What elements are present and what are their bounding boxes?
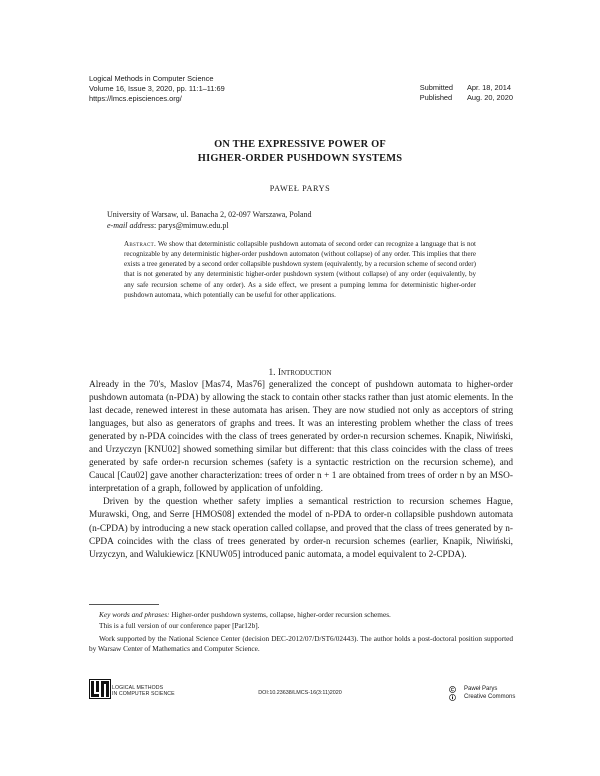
paper-title <box>0 138 600 166</box>
section-number: 1. <box>268 368 276 378</box>
copyright-row <box>449 685 515 693</box>
abstract-label: Abstract. <box>124 240 157 248</box>
keywords-label: Key words and phrases: <box>99 610 170 619</box>
license-block <box>449 685 515 701</box>
abstract <box>124 239 476 300</box>
footnote-keywords <box>89 610 513 620</box>
section-title: Introduction <box>277 368 332 378</box>
journal-url[interactable]: https://lmcs.episciences.org/ <box>89 94 182 104</box>
email-label: e-mail address <box>107 221 155 231</box>
body-text <box>89 379 513 562</box>
email-line <box>107 220 312 231</box>
title-line-2: HIGHER-ORDER PUSHDOWN SYSTEMS <box>197 153 403 164</box>
doi[interactable]: DOI:10.23638/LMCS-16(3:11)2020 <box>258 690 342 696</box>
lmcs-logo-icon <box>89 679 111 699</box>
journal-volume: Volume 16, Issue 3, 2020, pp. 11:1–11:69 <box>89 84 225 94</box>
license-name[interactable]: Creative Commons <box>464 694 516 700</box>
copyright-icon <box>449 686 456 693</box>
copyright-name: Paweł Parys <box>464 686 498 692</box>
full-version-text: This is a full version of our conference paper [Par12b]. <box>99 621 260 630</box>
affiliation-block <box>107 209 312 231</box>
support-text: Work supported by the National Science Center (decision DEC-2012/07/D/ST6/02443). The author holds a post-doctoral position supported by Warsaw Center of Mathematics and Computer Science. <box>89 634 513 654</box>
abstract-text: We show that deterministic collapsible pushdown automata of second order can recognize a language that is not recognizable by any deterministic higher-order pushdown automaton (without collapse) of any order. This implies that there exists a tree generated by a second order collapsible pushdown system (equivalently, by a recursion scheme of second order) that is not generated by any deterministic higher-order pushdown system (without collapse) of any order (equivalently, by any safe recursion scheme of any order). As a side effect, we present a pumping lemma for deterministic higher-order pushdown automata, which potentially can be useful for other applications. <box>124 240 476 299</box>
submitted-label: Submitted <box>419 83 453 92</box>
logo-line-2: IN COMPUTER SCIENCE <box>112 690 175 697</box>
submitted-date: Apr. 18, 2014 <box>466 83 511 92</box>
paragraph-1: Already in the 70's, Maslov [Mas74, Mas76] generalized the concept of pushdown automata to higher-order pushdown automata (n-PDA) by allowing the stack to contain other stacks rather than just atomic elements. In the last decade, renewed interest in these automata has arisen. They are now studied not only as acceptors of string languages, but also as generators of graphs and trees. It was an interesting problem whether the class of trees generated by n-PDA coincides with the class of trees generated by order-n recursion schemes. Knapik, Niwiński, and Urzyczyn [KNU02] showed something similar but different: that this class coincides with the class of trees generated by safe order-n recursion schemes (safety is a syntactic restriction on the recursion scheme), and Caucal [Cau02] gave another characterization: trees of order n + 1 are obtained from trees of order n by an MSO-interpretation of a graph, followed by application of unfolding. <box>89 380 513 495</box>
journal-name: Logical Methods in Computer Science <box>89 74 214 83</box>
footnote-rule <box>89 604 159 605</box>
license-row <box>449 693 515 701</box>
creative-commons-icon <box>449 694 456 701</box>
footnote-support <box>89 634 513 655</box>
footnote-full-version <box>89 621 513 631</box>
journal-info <box>89 74 225 105</box>
paragraph-2: Driven by the question whether safety implies a semantical restriction to recursion schemes Hague, Murawski, Ong, and Serre [HMOS08] extended the model of n-PDA to order-n collapsible pushdown automata (n-CPDA) by introducing a new stack operation called collapse, and proved that the class of trees generated by n-CPDA coincides with the class of trees generated by order-n recursion schemes (earlier, Knapik, Niwiński, Urzyczyn, and Walukiewicz [KNUW05] introduced panic automata, a model equivalent to 2-CPDA). <box>89 497 513 560</box>
author-name: PAWEŁ PARYS <box>269 184 331 193</box>
affiliation-address: University of Warsaw, ul. Banacha 2, 02-097 Warszawa, Poland <box>107 210 312 219</box>
dates-block <box>420 83 513 103</box>
keywords-text: Higher-order pushdown systems, collapse, higher-order recursion schemes. <box>169 610 391 619</box>
published-date: Aug. 20, 2020 <box>466 93 513 103</box>
email-address[interactable]: : parys@mimuw.edu.pl <box>154 221 229 231</box>
published-label: Published <box>419 93 453 103</box>
title-line-1: ON THE EXPRESSIVE POWER OF <box>214 139 386 150</box>
logo-line-1: LOGICAL METHODS <box>112 685 164 691</box>
section-heading <box>0 368 600 378</box>
